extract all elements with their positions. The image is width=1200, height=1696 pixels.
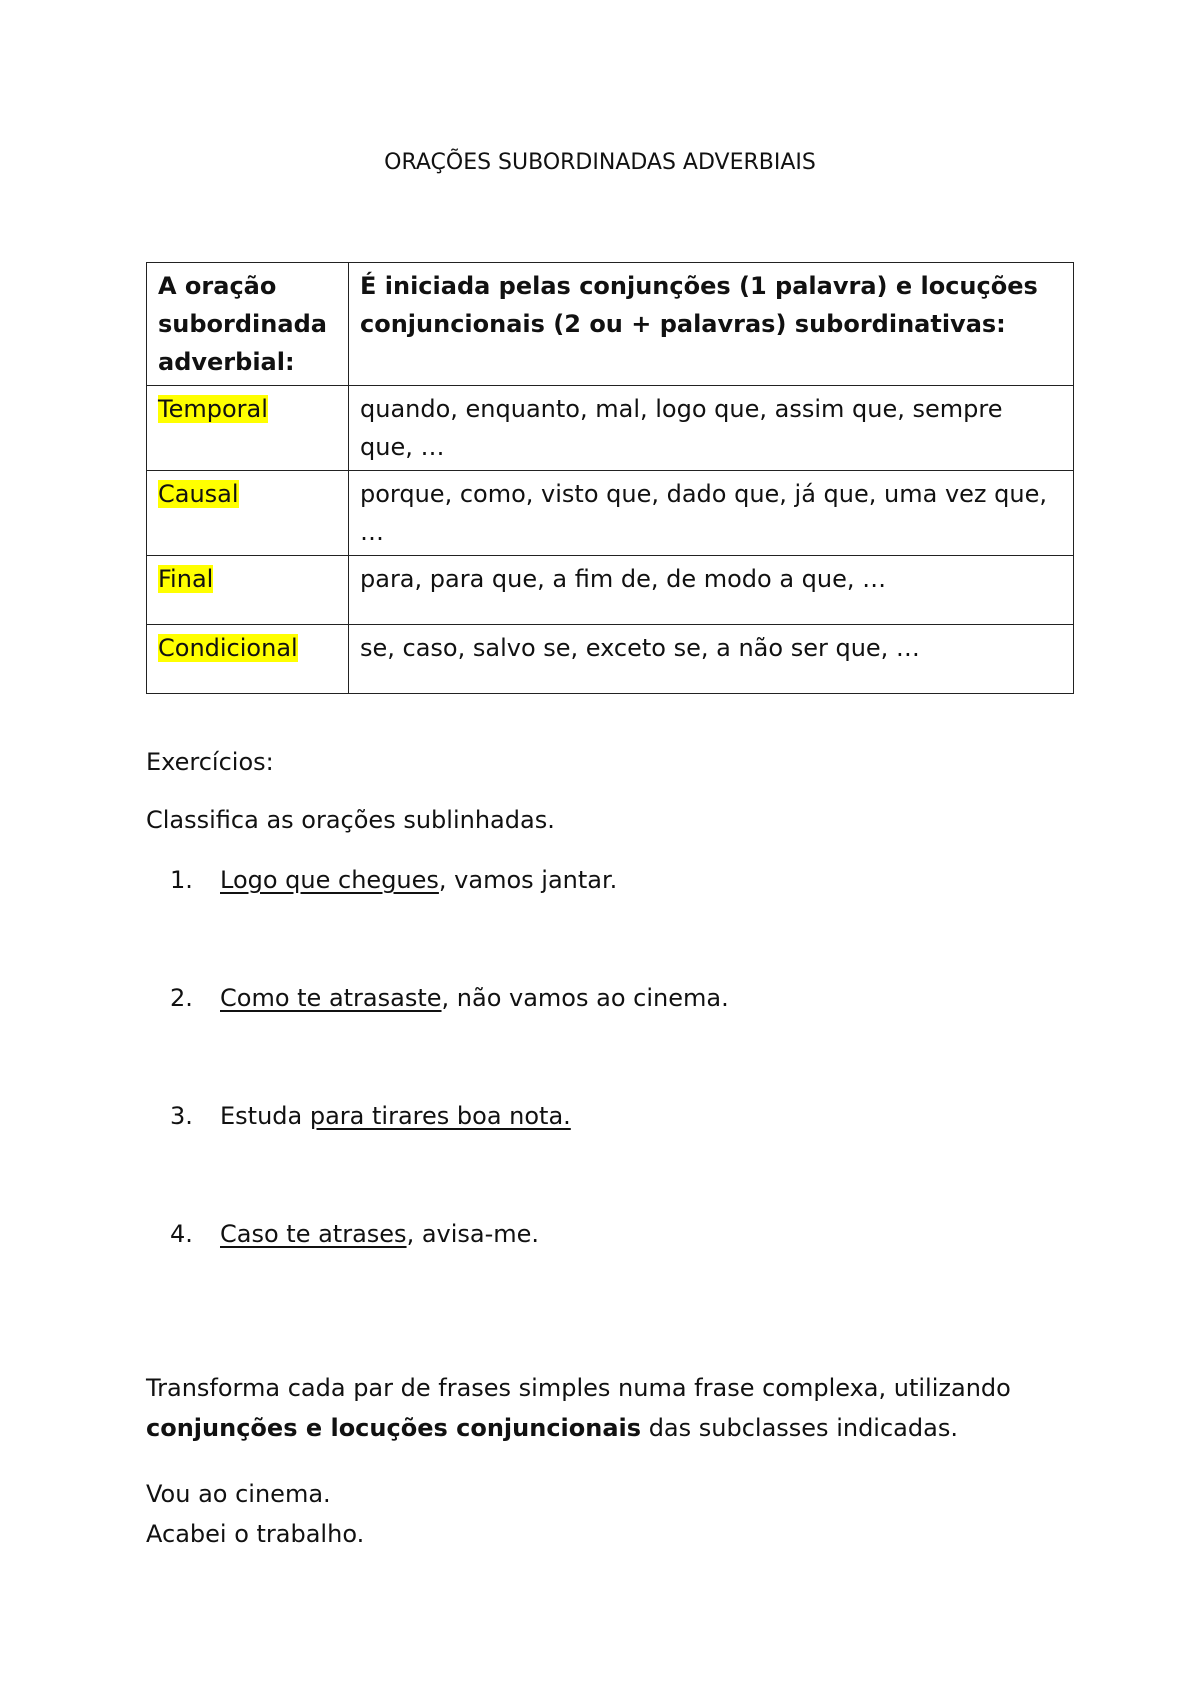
transform-bold-text: conjunções e locuções conjuncionais [146, 1414, 642, 1442]
transform-instruction [146, 1368, 1076, 1448]
conjunctions-table [146, 262, 1074, 694]
underlined-clause: Logo que chegues [220, 866, 439, 894]
item-number: 3. [170, 1102, 193, 1130]
underlined-clause: para tirares boa nota. [309, 1102, 571, 1130]
table-row [147, 471, 1074, 556]
list-item [170, 978, 729, 1018]
table-row [147, 556, 1074, 625]
item-text-before: Estuda [220, 1102, 310, 1130]
type-label-condicional: Condicional [158, 634, 298, 662]
item-text-after: , não vamos ao cinema. [441, 984, 729, 1012]
conjunctions-cell: para, para que, a fim de, de modo a que, … [349, 556, 1074, 625]
transform-text-1: Transforma cada par de frases simples numa frase complexa, utilizando [146, 1374, 1011, 1402]
type-label-temporal: Temporal [158, 395, 268, 423]
type-cell [147, 386, 349, 471]
sentence-2: Acabei o trabalho. [146, 1520, 365, 1548]
header-cell-conjunctions: É iniciada pelas conjunções (1 palavra) e locuções conjuncionais (2 ou + palavras) subordinativas: [349, 263, 1074, 386]
type-cell [147, 625, 349, 694]
item-text-after: , vamos jantar. [438, 866, 618, 894]
sentence-1: Vou ao cinema. [146, 1480, 331, 1508]
item-number: 1. [170, 866, 193, 894]
exercise-instruction: Classifica as orações sublinhadas. [146, 806, 555, 834]
conjunctions-cell: quando, enquanto, mal, logo que, assim que, sempre que, … [349, 386, 1074, 471]
list-item [170, 860, 617, 900]
underlined-clause: Como te atrasaste [220, 984, 442, 1012]
conjunctions-cell: porque, como, visto que, dado que, já que, uma vez que, … [349, 471, 1074, 556]
type-label-final: Final [158, 565, 214, 593]
type-label-causal: Causal [158, 480, 239, 508]
type-cell [147, 471, 349, 556]
item-text-after: , avisa-me. [406, 1220, 540, 1248]
conjunctions-cell: se, caso, salvo se, exceto se, a não ser que, … [349, 625, 1074, 694]
exercises-heading: Exercícios: [146, 748, 274, 776]
underlined-clause: Caso te atrases [220, 1220, 407, 1248]
table-row [147, 625, 1074, 694]
header-cell-clause: A oração subordinada adverbial: [147, 263, 349, 386]
list-item [170, 1214, 539, 1254]
type-cell [147, 556, 349, 625]
transform-text-2: das subclasses indicadas. [641, 1414, 958, 1442]
item-number: 2. [170, 984, 193, 1012]
list-item [170, 1096, 571, 1136]
table-header-row [147, 263, 1074, 386]
item-number: 4. [170, 1220, 193, 1248]
page-title: ORAÇÕES SUBORDINADAS ADVERBIAIS [384, 150, 816, 175]
table-row [147, 386, 1074, 471]
